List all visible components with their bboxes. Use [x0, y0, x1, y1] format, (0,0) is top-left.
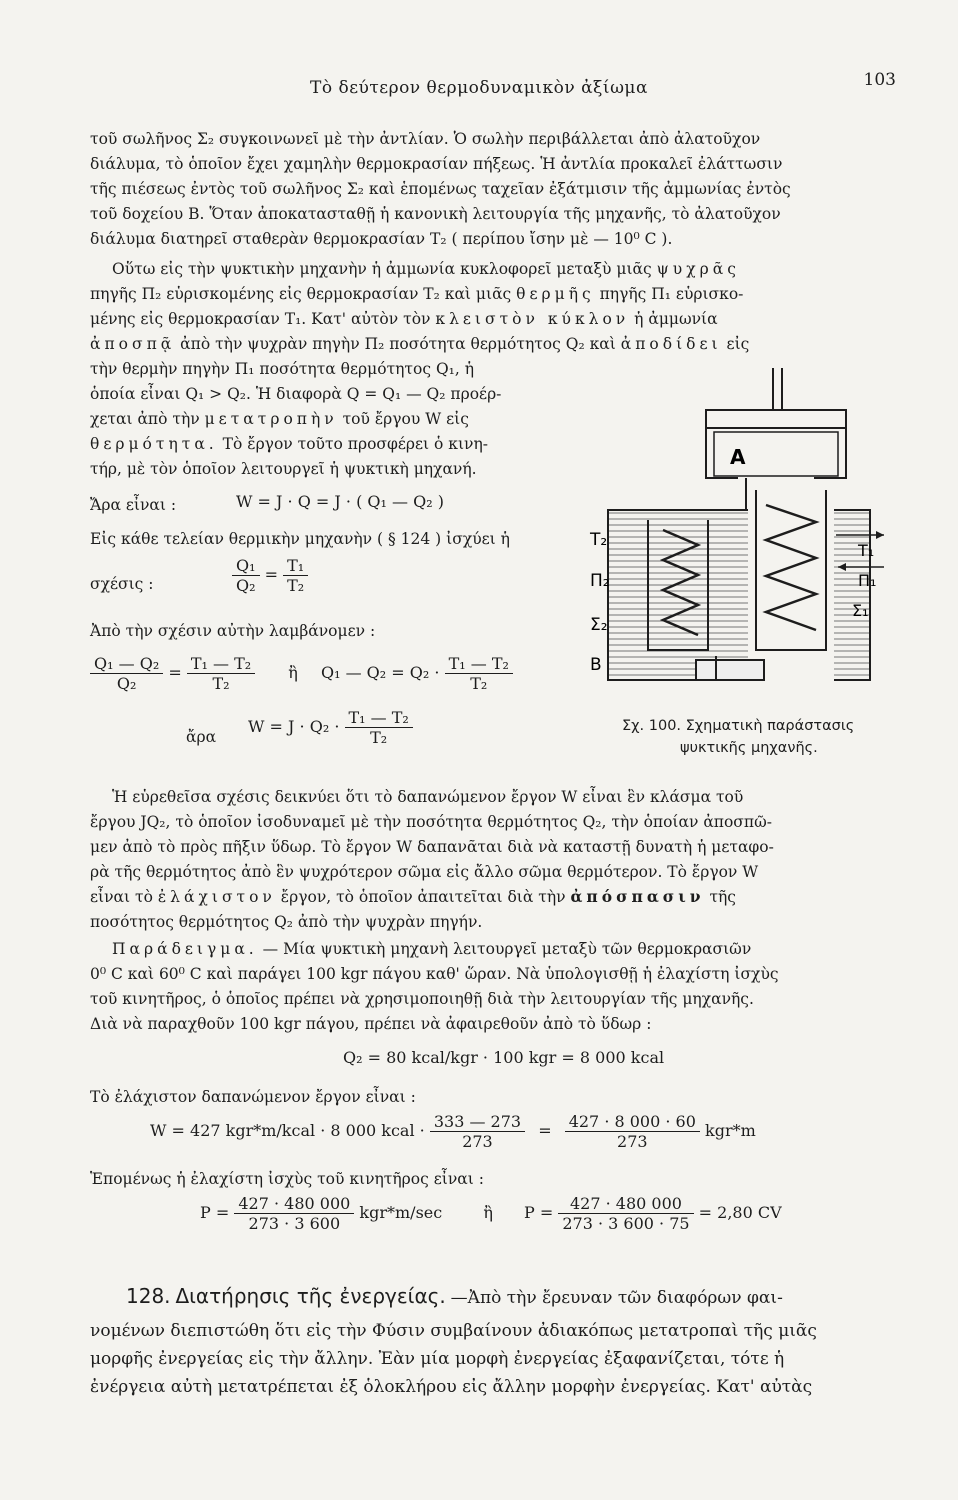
text-line: Ἑπομένως ἡ ἐλαχίστη ἰσχὺς τοῦ κινητῆρος εἶναι : — [90, 1170, 484, 1188]
text-line: πηγῆς Π₂ εὑρισκομένης εἰς θερμοκρασίαν T₂ καὶ μιᾶς θερμῆς πηγῆς Π₁ εὑρισκο- — [90, 285, 744, 303]
label-t1: T₁ — [858, 541, 875, 560]
text-line: τῆς πιέσεως ἐντὸς τοῦ σωλῆνος Σ₂ καὶ ἑπομένως ταχεῖαν ἐξάτμισιν τῆς ἀμμωνίας ἐντὸς — [90, 180, 791, 198]
piston-rod — [773, 368, 782, 410]
reservoir-b — [696, 660, 764, 680]
text-line: ὁποία εἶναι Q₁ > Q₂. Ἡ διαφορὰ Q = Q₁ — Q₂ προέρ- — [90, 385, 502, 403]
section-number: 128. — [126, 1284, 171, 1308]
outlet-arrowhead — [876, 531, 884, 539]
text-line: θερμότητα. Τὸ ἔργον τοῦτο προσφέρει ὁ κινη- — [90, 435, 489, 453]
fraction: $\frac{\text{Q₁ — Q₂}}{\text{Q₂}}$ — [90, 654, 163, 693]
text-line: σχέσις : — [90, 575, 154, 593]
equation: $\frac{\text{Q₁ — Q₂}}{\text{Q₂}}$ = $\frac{\text{T₁ — T₂}}{\text{T₂}}$ ἢ Q₁ — Q₂ = Q₂ · $\frac{\text{T₁ — T₂}}{\text{T₂}}$ — [90, 654, 513, 693]
emphasis: κλειστὸν κύκλον — [435, 310, 630, 328]
text-line: μορφῆς ἐνεργείας εἰς τὴν ἄλλην. Ἐὰν μία μορφὴ ἐνεργείας ἐξαφανίζεται, τότε ἡ — [90, 1349, 785, 1369]
label-t2: T₂ — [590, 530, 608, 550]
text-line: ἀποσπᾷ ἀπὸ τὴν ψυχρὰν πηγὴν Π₂ ποσότητα θερμότητος Q₂ καὶ ἀποδίδει εἰς — [90, 335, 750, 353]
text-line: Παράδειγμα. — Μία ψυκτικὴ μηχανὴ λειτουργεῖ μεταξὺ τῶν θερμοκρασιῶν — [112, 940, 752, 958]
section-title: Διατήρησις τῆς ἐνεργείας. — [175, 1284, 446, 1308]
emphasis: ἐλάχιστον — [157, 888, 276, 906]
text-line: ἔργου JQ₂, τὸ ὁποῖον ἰσοδυναμεῖ μὲ τὴν ποσότητα θερμότητος Q₂, τὴν ὁποίαν ἀποσπῶ- — [90, 813, 772, 831]
text-line: 0⁰ C καὶ 60⁰ C καὶ παράγει 100 kgr πάγου καθ' ὥραν. Νὰ ὑπολογισθῇ ἡ ἐλαχίστη ἰσχὺς — [90, 965, 779, 983]
text-line: τοῦ σωλῆνος Σ₂ συγκοινωνεῖ μὲ τὴν ἀντλίαν. Ὁ σωλὴν περιβάλλεται ἀπὸ ἀλατοῦχον — [90, 130, 761, 148]
text-line: χεται ἀπὸ τὴν μετατροπὴν τοῦ ἔργου W εἰς — [90, 410, 469, 428]
text-line: τοῦ δοχείου Β. Ὅταν ἀποκατασταθῇ ἡ κανονικὴ λειτουργία τῆς μηχανῆς, τὸ ἀλατοῦχον — [90, 205, 781, 223]
cylinder — [706, 428, 846, 478]
text-line: ἄρα — [186, 728, 217, 746]
text-line: διάλυμα διατηρεῖ σταθερὰν θερμοκρασίαν T₂ ( περίπου ἴσην μὲ — 10⁰ C ). — [90, 230, 673, 248]
text-line: Ἄρα εἶναι : — [90, 496, 177, 514]
text-line: τήρ, μὲ τὸν ὁποῖον λειτουργεῖ ἡ ψυκτικὴ μηχανή. — [90, 460, 477, 478]
text-line: τοῦ κινητῆρος, ὁ ὁποῖος πρέπει νὰ χρησιμοποιηθῇ διὰ τὴν λειτουργίαν τῆς μηχανῆς. — [90, 990, 754, 1008]
emphasis: θερμῆς — [516, 285, 595, 303]
text-line: νομένων διεπιστώθη ὅτι εἰς τὴν Φύσιν συμβαίνουν ἀδιακόπως μετατροπαὶ τῆς μιᾶς — [90, 1321, 817, 1341]
text-line: Τὸ ἐλάχιστον δαπανώμενον ἔργον εἶναι : — [90, 1088, 416, 1106]
text-line: ἐνέργεια αὐτὴ μετατρέπεται ἐξ ὁλοκλήρου εἰς ἄλλην μορφὴν ἐνεργείας. Κατ' αὐτὰς — [90, 1377, 813, 1397]
text-line: εἶναι τὸ ἐλάχιστον ἔργον, τὸ ὁποῖον ἀπαιτεῖται διὰ τὴν ἀπόσπασιν τῆς — [90, 887, 736, 906]
fraction: $\frac{\text{T₁ — T₂}}{\text{T₂}}$ — [187, 654, 255, 693]
figure-caption: ψυκτικῆς μηχανῆς. — [680, 740, 818, 756]
label-p2: Π₂ — [590, 571, 610, 591]
equation: P = $\frac{427 \cdot 480 000}{273 \cdot 3 600}$ kgr*m/sec ἢ P = $\frac{427 \cdot 480 000}{273 \cdot 3 600 \cdot 75}$ = 2,80 CV — [200, 1194, 782, 1233]
label-b: B — [590, 655, 602, 675]
suction-pipe — [668, 478, 746, 510]
text-line: ποσότητος θερμότητος Q₂ ἀπὸ τὴν ψυχρὰν πηγήν. — [90, 913, 483, 931]
text-line: διάλυμα, τὸ ὁποῖον ἔχει χαμηλὴν θερμοκρασίαν πήξεως. Ἡ ἀντλία προκαλεῖ ἐλάττωσιν — [90, 155, 783, 173]
emphasis: θερμότητα. — [90, 435, 218, 453]
section-heading: 128. Διατήρησις τῆς ἐνεργείας. —Ἀπὸ τὴν ἔρευναν τῶν διαφόρων φαι- — [126, 1284, 783, 1308]
equation: W = 427 kgr*m/kcal · 8 000 kcal · $\frac{333 — 273}{273}$ = $\frac{427 \cdot 8 000 \cdot 60}{273}$ kgr*m — [150, 1112, 756, 1151]
figure-caption: Σχ. 100. Σχηματικὴ παράστασις — [622, 718, 855, 734]
emphasis: ἀποδίδει — [620, 335, 722, 353]
emphasis: ἀποσπᾷ — [90, 335, 176, 353]
emphasis: ψυχρᾶς — [656, 260, 740, 278]
text-line: ρὰ τῆς θερμότητος ἀπὸ ἓν ψυχρότερον σῶμα εἰς ἄλλο σῶμα θερμότερον. Τὸ ἔργον W — [90, 863, 759, 881]
diagram-svg — [588, 360, 888, 700]
fraction: $\frac{427 \cdot 480 000}{273 \cdot 3 600}$ — [234, 1194, 354, 1233]
fraction: $\frac{\text{Q₁}}{\text{Q₂}}$ — [232, 556, 260, 595]
label-s2: Σ₂ — [590, 615, 608, 635]
text-line: τὴν θερμὴν πηγὴν Π₁ ποσότητα θερμότητος Q₁, ἡ — [90, 360, 475, 378]
text-line: μένης εἰς θερμοκρασίαν T₁. Κατ' αὐτὸν τὸν κλειστὸν κύκλον ἡ ἀμμωνία — [90, 310, 718, 328]
label-a: A — [730, 445, 746, 469]
refrigerator-diagram — [588, 360, 888, 704]
equation: W = J · Q₂ · $\frac{\text{T₁ — T₂}}{\text{T₂}}$ — [248, 708, 413, 747]
fraction: $\frac{427 \cdot 8 000 \cdot 60}{273}$ — [565, 1112, 700, 1151]
text-line: Εἰς κάθε τελείαν θερμικὴν μηχανὴν ( § 124 ) ἰσχύει ἡ — [90, 530, 510, 548]
text-line: μεν ἀπὸ τὸ πρὸς πῆξιν ὕδωρ. Τὸ ἔργον W δαπανᾶται διὰ νὰ καταστῇ δυνατὴ ἡ μεταφο- — [90, 838, 774, 856]
running-header: Τὸ δεύτερον θερμοδυναμικὸν ἀξίωμα — [310, 78, 648, 98]
page-number: 103 — [863, 70, 896, 90]
text-line: Διὰ νὰ παραχθοῦν 100 kgr πάγου, πρέπει νὰ ἀφαιρεθοῦν ἀπὸ τὸ ὕδωρ : — [90, 1015, 652, 1033]
fraction: $\frac{\text{T₁ — T₂}}{\text{T₂}}$ — [345, 708, 413, 747]
text-line: Ἡ εὑρεθεῖσα σχέσις δεικνύει ὅτι τὸ δαπανώμενον ἔργον W εἶναι ἓν κλάσμα τοῦ — [112, 788, 744, 806]
emphasis: μετατροπὴν — [204, 410, 338, 428]
fraction: $\frac{427 \cdot 480 000}{273 \cdot 3 600 \cdot 75}$ — [558, 1194, 693, 1233]
fraction: $\frac{333 — 273}{273}$ — [430, 1112, 525, 1151]
fraction: $\frac{\text{T₁ — T₂}}{\text{T₂}}$ — [445, 654, 513, 693]
label-s1: Σ₁ — [852, 601, 869, 620]
example-label: Παράδειγμα. — [112, 940, 258, 958]
text-line: Οὕτω εἰς τὴν ψυκτικὴν μηχανὴν ἡ ἀμμωνία κυκλοφορεῖ μεταξὺ μιᾶς ψυχρᾶς — [112, 260, 740, 278]
fraction: $\frac{\text{T₁}}{\text{T₂}}$ — [283, 556, 308, 595]
equation: W = J · Q = J · ( Q₁ — Q₂ ) — [236, 492, 444, 511]
emphasis: ἀπόσπασιν — [570, 887, 705, 906]
label-p1: Π₁ — [858, 571, 877, 590]
text-line: Ἀπὸ τὴν σχέσιν αὐτὴν λαμβάνομεν : — [90, 622, 376, 640]
piston-head — [706, 410, 846, 428]
equation: $\frac{\text{Q₁}}{\text{Q₂}}$ = $\frac{\text{T₁}}{\text{T₂}}$ — [232, 556, 308, 595]
equation: Q₂ = 80 kcal/kgr · 100 kgr = 8 000 kcal — [343, 1048, 665, 1067]
